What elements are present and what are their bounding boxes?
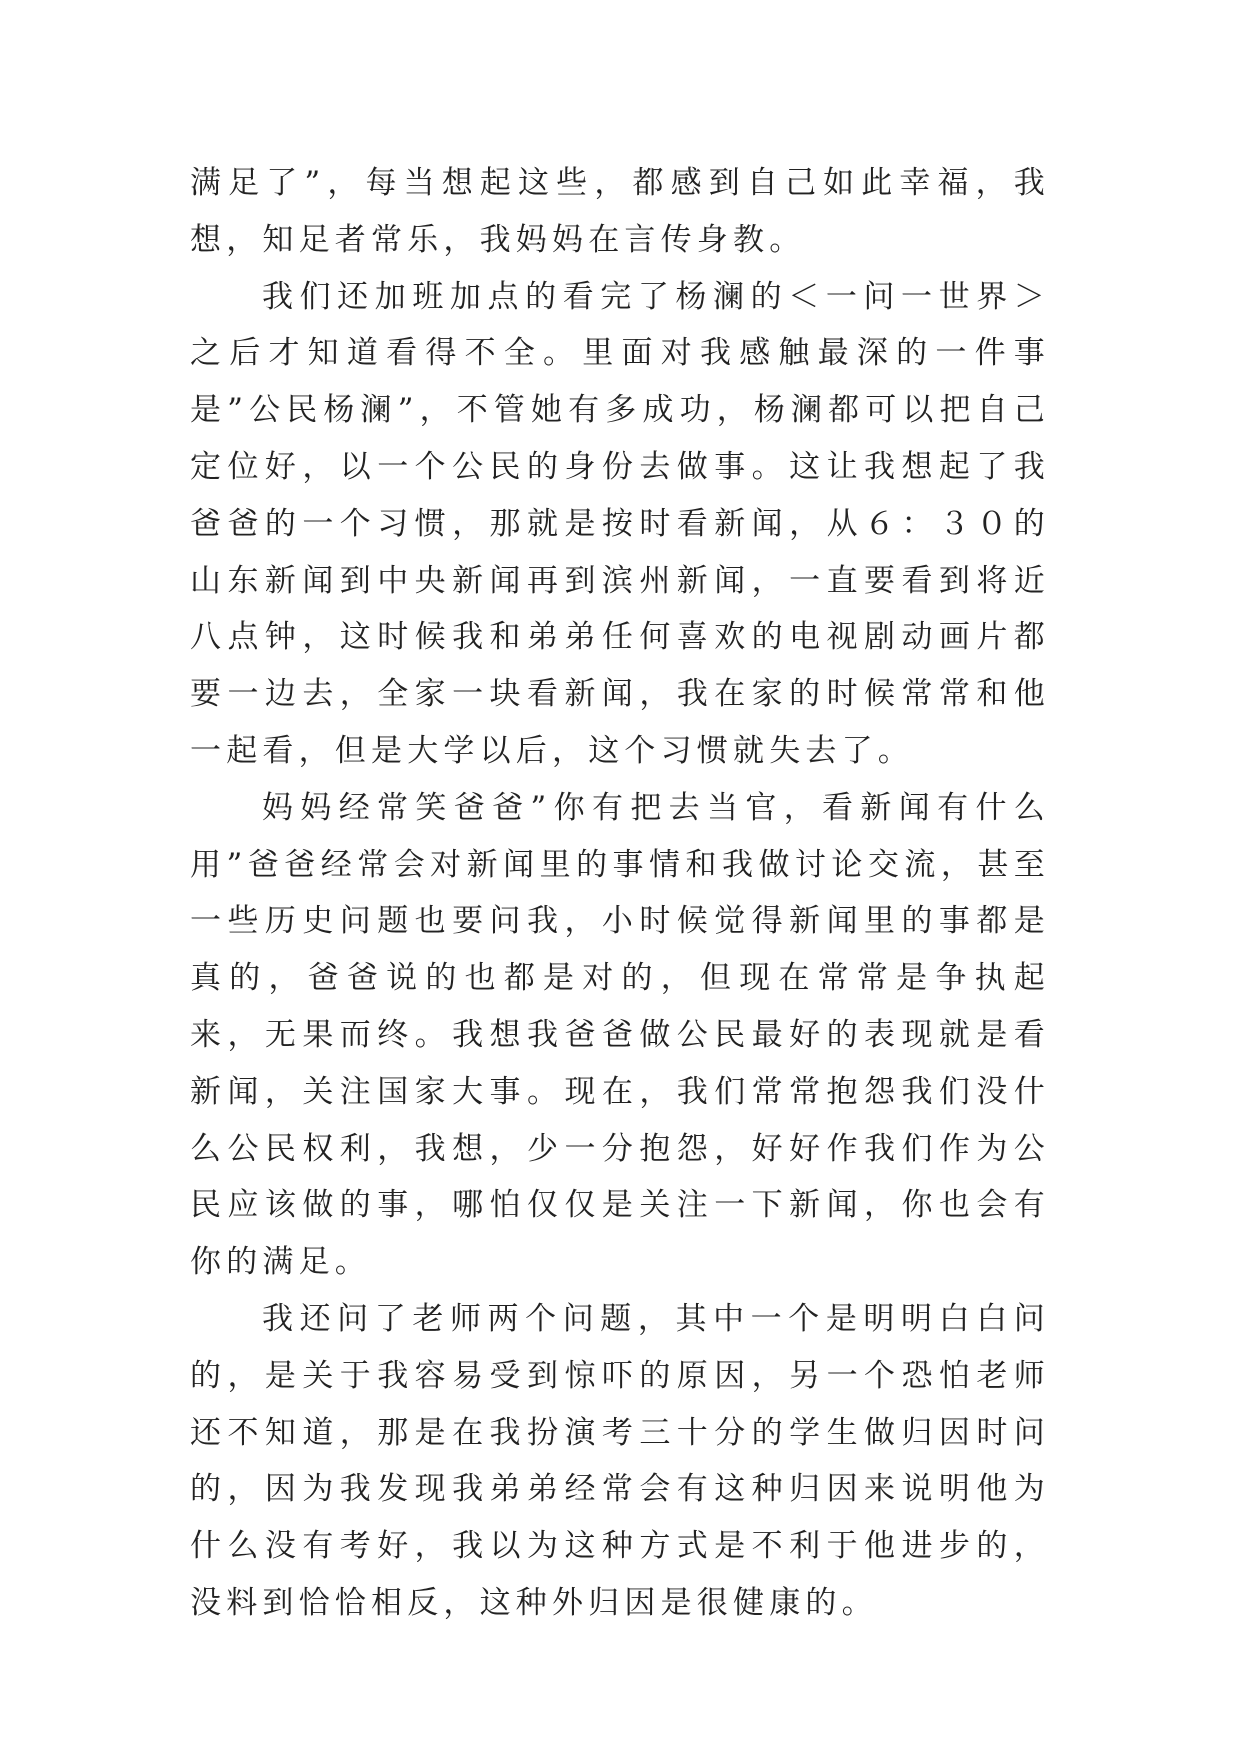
paragraph-2: 我们还加班加点的看完了杨澜的＜一问一世界＞之后才知道看得不全。里面对我感触最深的一件事是”公民杨澜”，不管她有多成功，杨澜都可以把自己定位好，以一个公民的身份去做事。这让我想起了我爸爸的一个习惯，那就是按时看新闻，从６：３０的山东新闻到中央新闻再到滨州新闻，一直要看到将近八点钟，这时候我和弟弟任何喜欢的电视剧动画片都要一边去，全家一块看新闻，我在家的时候常常和他一起看，但是大学以后，这个习惯就失去了。 — [190, 278, 1050, 769]
paragraph-1: 满足了”，每当想起这些，都感到自己如此幸福，我想，知足者常乐，我妈妈在言传身教。 — [190, 165, 1050, 258]
paragraph-4: 我还问了老师两个问题，其中一个是明明白白问的，是关于我容易受到惊吓的原因，另一个恐怕老师还不知道，那是在我扮演考三十分的学生做归因时问的，因为我发现我弟弟经常会有这种归因来说明他为什么没有考好，我以为这种方式是不利于他进步的，没料到恰恰相反，这种外归因是很健康的。 — [190, 1300, 1050, 1621]
body-text — [190, 155, 1050, 1632]
paragraph-3: 妈妈经常笑爸爸”你有把去当官，看新闻有什么用”爸爸经常会对新闻里的事情和我做讨论交流，甚至一些历史问题也要问我，小时候觉得新闻里的事都是真的，爸爸说的也都是对的，但现在常常是争执起来，无果而终。我想我爸爸做公民最好的表现就是看新闻，关注国家大事。现在，我们常常抱怨我们没什么公民权利，我想，少一分抱怨，好好作我们作为公民应该做的事，哪怕仅仅是关注一下新闻，你也会有你的满足。 — [190, 789, 1050, 1281]
